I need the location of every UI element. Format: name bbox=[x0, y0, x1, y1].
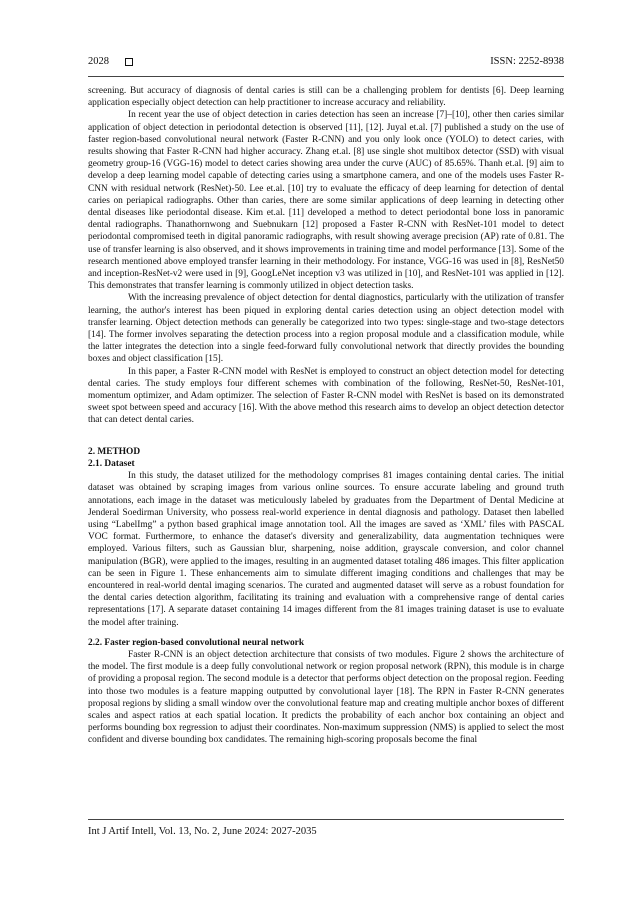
page-number: 2028 bbox=[88, 56, 109, 67]
body-text bbox=[88, 85, 564, 747]
section-heading-method: 2. METHOD bbox=[88, 446, 141, 457]
subsection-heading-faster-rcnn: 2.2. Faster region-based convolutional neural network bbox=[88, 637, 305, 648]
paragraph-2: In recent year the use of object detection in caries detection has seen an increase [7]–[10], other then caries similar application of object detection in periodontal detection is observed [11], [12]. Juyal et.al. [7] published a study on the use of faster region-based convolutional neural network (Faster R-CNN) and you only look once (YOLO) to detect caries, with results showing that Faster R-CNN had higher accuracy. Zhang et.al. [8] use single shot multibox detector (SSD) with visual geometry group-16 (VGG-16) model to detect caries showing area under the curve (AUC) of 85.65%. Thanh et.al. [9] aim to develop a deep learning model capable of detecting caries using a smartphone camera, and one of the models uses Faster R-CNN with residual network (ResNet)-50. Lee et.al. [10] try to evaluate the efficacy of deep learning for detection of dental caries on periapical radiographs. Other than caries, there are some similar applications of deep learning in detecting other dental diseases like periodontal disease. Kim et.al. [11] developed a method to detect periodontal bone loss in panoramic dental radiographs. Thanathornwong and Suebnukarn [12] proposed a Faster R-CNN with ResNet-101 model to detect periodontal compromised teeth in digital panoramic radiographs, with result showing average precision (AP) rate of 0.81. The use of transfer learning is also observed, and it shows improvements in training time and model performance [13]. Some of the research mentioned above employed transfer learning in their methodology. For instance, VGG-16 was used in [8], ResNet50 and inception-ResNet-v2 were used in [9], GoogLeNet inception v3 was utilized in [10], and ResNet-101 was applied in [12]. This demonstrates that transfer learning is commonly utilized in object detection tasks. bbox=[88, 110, 564, 292]
paragraph-1: screening. But accuracy of diagnosis of dental caries is still can be a challenging problem for dentists [6]. Deep learning application especially object detection can help practitioner to increase accuracy and reliability. bbox=[88, 86, 564, 109]
issn-label: ISSN: 2252-8938 bbox=[490, 56, 564, 67]
footer-rule bbox=[88, 819, 564, 820]
square-icon bbox=[125, 58, 133, 66]
footer-citation: Int J Artif Intell, Vol. 13, No. 2, June 2024: 2027-2035 bbox=[88, 826, 317, 837]
paragraph-6: Faster R-CNN is an object detection architecture that consists of two modules. Figure 2 shows the architecture of the model. The first module is a deep fully convolutional network or region proposal network (RPN), this module is in charge of providing a proposal region. The second module is a detector that performs object detection on the proposal region. Feeding into those two modules is a feature mapping outputted by convolutional layer [18]. The RPN in Faster R-CNN generates proposal regions by sliding a small window over the convolutional feature map and creating multiple anchor boxes of different scales and aspect ratios at each spatial location. It predicts the probability of each anchor box containing an object and performs bounding box regression to adjust their coordinates. Non-maximum suppression (NMS) is applied to select the most confident and diverse bounding box candidates. The remaining high-scoring proposals become the final bbox=[88, 649, 564, 746]
header-rule bbox=[88, 76, 564, 77]
subsection-heading-dataset: 2.1. Dataset bbox=[88, 458, 135, 469]
paragraph-4: In this paper, a Faster R-CNN model with ResNet is employed to construct an object detection model for detecting dental caries. The study employs four different schemes with combination of the following, ResNet-50, ResNet-101, momentum optimizer, and Adam optimizer. The selection of Faster R-CNN model with ResNet is based on its demonstrated sweet spot between speed and accuracy [16]. With the above method this research aims to develop an object detection detector that can detect dental caries. bbox=[88, 366, 564, 426]
paragraph-3: With the increasing prevalence of object detection for dental diagnostics, particularly with the utilization of transfer learning, the author's interest has been piqued in exploring dental caries detection using an object detection model with transfer learning. Object detection methods can generally be categorized into two types: single-stage and two-stage detectors [14]. The former involves separating the detection process into a region proposal module and a classification module, while the latter integrates the detection into a single feed-forward fully convolutional network that directly provides the bounding boxes and object classification [15]. bbox=[88, 293, 564, 365]
paragraph-5: In this study, the dataset utilized for the methodology comprises 81 images containing dental caries. The initial dataset was obtained by scraping images from various online sources. To ensure accurate labeling and ground truth annotations, each image in the dataset was meticulously labeled by graduates from the Department of Dental Medicine at Jenderal Soedirman University, who possess real-world experience in dental diagnosis and pathology. Dataset then labelled using “LabelImg” a python based graphical image annotation tool. All the images are saved as ‘XML’ files with PASCAL VOC format. Furthermore, to enhance the dataset's diversity and generalizability, data augmentation techniques were employed. Various filters, such as Gaussian blur, sharpening, noise addition, grayscale conversion, and color channel manipulation (BGR), were applied to the images, resulting in an augmented dataset totaling 486 images. This filter application can be seen in Figure 1. These enhancements aim to simulate different imaging conditions and challenges that may be encountered in real-world dental imaging scenarios. The curated and augmented dataset will serve as a robust foundation for the dental caries detection algorithm, facilitating its training and evaluation with a comprehensive range of dental caries representations [17]. A separate dataset containing 14 images different from the 81 images training dataset is use to evaluate the model after training. bbox=[88, 471, 564, 628]
page-header bbox=[88, 56, 564, 67]
